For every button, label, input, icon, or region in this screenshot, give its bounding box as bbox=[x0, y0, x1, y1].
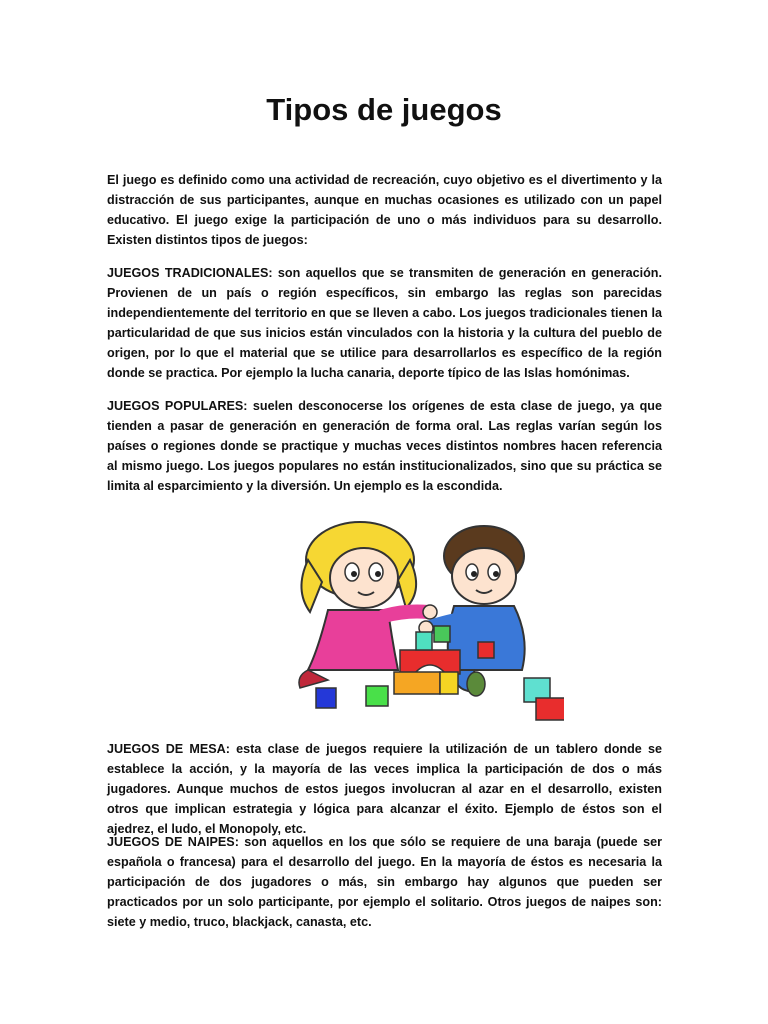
section-body: esta clase de juegos requiere la utilización de un tablero donde se establece la acción, y la mayoría de las veces implica la participación de dos o más jugadores. Aunque muchos de estos juegos involucran al azar en el desarrollo, existen otros que implican estrategia y lógica para alcanzar el éxito. Ejemplo de éstos son el ajedrez, el ludo, el Monopoly, etc. bbox=[107, 742, 662, 836]
section-tradicionales bbox=[107, 263, 662, 383]
section-heading: JUEGOS DE NAIPES: bbox=[107, 835, 239, 849]
children-playing-blocks-icon bbox=[288, 520, 564, 722]
section-naipes bbox=[107, 832, 662, 932]
section-heading: JUEGOS TRADICIONALES: bbox=[107, 266, 273, 280]
section-heading: JUEGOS POPULARES: bbox=[107, 399, 248, 413]
intro-paragraph: El juego es definido como una actividad de recreación, cuyo objetivo es el divertimento y la distracción de sus participantes, aunque en muchas ocasiones es utilizado con un papel educativo. El juego exige la participación de uno o más individuos para su desarrollo. Existen distintos tipos de juegos: bbox=[107, 173, 662, 247]
section-body: suelen desconocerse los orígenes de esta clase de juego, ya que tienden a pasar de generación en generación de forma oral. Las reglas varían según los países o regiones donde se practique y muchas veces distintos nombres hacen referencia al mismo juego. Los juegos populares no están institucionalizados, sino que su práctica se limita al esparcimiento y la diversión. Un ejemplo es la escondida. bbox=[107, 399, 662, 493]
section-heading: JUEGOS DE MESA: bbox=[107, 742, 230, 756]
section-mesa bbox=[107, 739, 662, 839]
section-body: son aquellos en los que sólo se requiere de una baraja (puede ser española o francesa) para el desarrollo del juego. En la mayoría de éstos es necesaria la participación de dos jugadores o más, sin embargo hay algunos que pueden ser practicados por un solo participante, por ejemplo el solitario. Otros juegos de naipes son: siete y medio, truco, blackjack, canasta, etc. bbox=[107, 835, 662, 929]
section-body: son aquellos que se transmiten de generación en generación. Provienen de un país o región específicos, sin embargo las reglas son parecidas independientemente del territorio en que se lleven a cabo. Los juegos tradicionales tienen la particularidad de que sus inicios están vinculados con la historia y la cultura del pueblo de origen, por lo que el material que se utilice para desarrollarlos es específico de la región donde se practica. Por ejemplo la lucha canaria, deporte típico de las Islas homónimas. bbox=[107, 266, 662, 380]
section-populares bbox=[107, 396, 662, 496]
page-title: Tipos de juegos bbox=[266, 92, 502, 127]
